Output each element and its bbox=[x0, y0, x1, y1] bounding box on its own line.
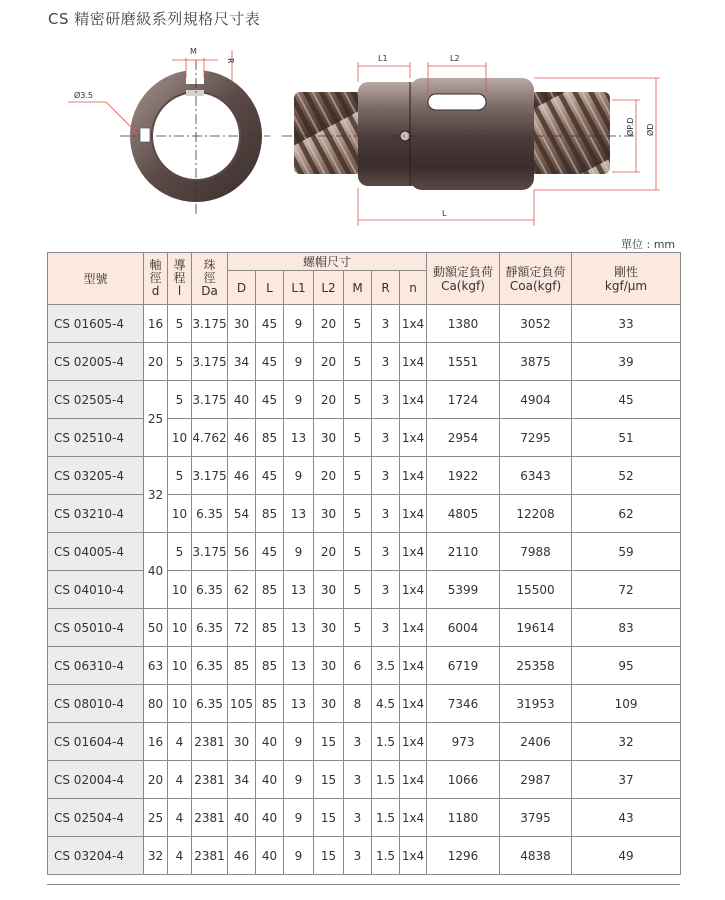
cell-L2: 20 bbox=[314, 381, 344, 419]
cell-R: 4.5 bbox=[372, 685, 400, 723]
cell-lead: 5 bbox=[168, 381, 192, 419]
cell-dynamic-load: 6719 bbox=[427, 647, 500, 685]
table-row bbox=[48, 837, 681, 875]
cell-M: 3 bbox=[344, 761, 372, 799]
cell-n: 1x4 bbox=[400, 419, 427, 457]
label-r: R bbox=[226, 58, 235, 64]
cell-static-load: 19614 bbox=[500, 609, 572, 647]
cell-D: 85 bbox=[228, 647, 256, 685]
cell-L2: 15 bbox=[314, 723, 344, 761]
cell-L1: 9 bbox=[284, 457, 314, 495]
cell-D: 34 bbox=[228, 761, 256, 799]
cell-L1: 13 bbox=[284, 609, 314, 647]
cell-lead: 5 bbox=[168, 343, 192, 381]
cell-static-load: 2987 bbox=[500, 761, 572, 799]
cell-n: 1x4 bbox=[400, 571, 427, 609]
unit-label: 單位 : mm bbox=[621, 238, 676, 251]
cell-ball-dia: 2381 bbox=[192, 799, 228, 837]
cell-model: CS 03210-4 bbox=[48, 495, 144, 533]
table-row bbox=[48, 457, 681, 495]
cell-M: 8 bbox=[344, 685, 372, 723]
cell-L1: 9 bbox=[284, 533, 314, 571]
cell-D: 46 bbox=[228, 837, 256, 875]
cell-D: 46 bbox=[228, 419, 256, 457]
cell-L: 40 bbox=[256, 837, 284, 875]
cell-L1: 13 bbox=[284, 571, 314, 609]
cell-ball-dia: 6.35 bbox=[192, 495, 228, 533]
cell-ball-dia: 2381 bbox=[192, 837, 228, 875]
cell-n: 1x4 bbox=[400, 723, 427, 761]
cell-L1: 13 bbox=[284, 685, 314, 723]
cell-D: 30 bbox=[228, 305, 256, 343]
cell-static-load: 2406 bbox=[500, 723, 572, 761]
cell-L: 45 bbox=[256, 533, 284, 571]
cell-L2: 15 bbox=[314, 799, 344, 837]
cell-static-load: 12208 bbox=[500, 495, 572, 533]
cell-L2: 20 bbox=[314, 305, 344, 343]
header-lead: 導 程 l bbox=[168, 253, 192, 305]
cell-lead: 5 bbox=[168, 533, 192, 571]
table-row bbox=[48, 761, 681, 799]
cell-L: 45 bbox=[256, 381, 284, 419]
cell-L2: 15 bbox=[314, 761, 344, 799]
cell-ball-dia: 3.175 bbox=[192, 457, 228, 495]
cell-D: 46 bbox=[228, 457, 256, 495]
cell-ball-dia: 6.35 bbox=[192, 609, 228, 647]
cell-M: 5 bbox=[344, 457, 372, 495]
cell-shaft-dia: 80 bbox=[144, 685, 168, 723]
cell-L1: 9 bbox=[284, 837, 314, 875]
cell-R: 1.5 bbox=[372, 837, 400, 875]
cell-M: 5 bbox=[344, 381, 372, 419]
cell-lead: 4 bbox=[168, 799, 192, 837]
cell-L2: 20 bbox=[314, 343, 344, 381]
cell-model: CS 02510-4 bbox=[48, 419, 144, 457]
cell-n: 1x4 bbox=[400, 609, 427, 647]
cell-static-load: 3875 bbox=[500, 343, 572, 381]
cell-D: 40 bbox=[228, 799, 256, 837]
page-title: CS 精密研磨級系列規格尺寸表 bbox=[48, 10, 261, 28]
cell-stiffness: 59 bbox=[572, 533, 681, 571]
cell-R: 3 bbox=[372, 609, 400, 647]
table-row bbox=[48, 723, 681, 761]
cell-shaft-dia: 40 bbox=[144, 533, 168, 609]
cell-R: 3 bbox=[372, 457, 400, 495]
header-ball-dia: 珠 徑 Da bbox=[192, 253, 228, 305]
table-row bbox=[48, 685, 681, 723]
cell-stiffness: 62 bbox=[572, 495, 681, 533]
cell-L1: 13 bbox=[284, 647, 314, 685]
cell-static-load: 4838 bbox=[500, 837, 572, 875]
cell-M: 3 bbox=[344, 837, 372, 875]
cell-n: 1x4 bbox=[400, 343, 427, 381]
cell-shaft-dia: 25 bbox=[144, 381, 168, 457]
cell-L1: 13 bbox=[284, 419, 314, 457]
cell-stiffness: 72 bbox=[572, 571, 681, 609]
cell-L2: 30 bbox=[314, 419, 344, 457]
cell-L: 85 bbox=[256, 647, 284, 685]
table-row bbox=[48, 381, 681, 419]
table-row bbox=[48, 305, 681, 343]
cell-L1: 9 bbox=[284, 761, 314, 799]
cell-L: 85 bbox=[256, 495, 284, 533]
ball-screw-nut-diagram bbox=[0, 30, 725, 235]
header-col-R: R bbox=[372, 271, 400, 305]
cell-R: 3 bbox=[372, 305, 400, 343]
cell-lead: 5 bbox=[168, 457, 192, 495]
header-col-n: n bbox=[400, 271, 427, 305]
cell-R: 3 bbox=[372, 381, 400, 419]
cell-n: 1x4 bbox=[400, 761, 427, 799]
cell-dynamic-load: 1066 bbox=[427, 761, 500, 799]
label-od: ØD bbox=[646, 123, 655, 136]
cell-model: CS 03205-4 bbox=[48, 457, 144, 495]
cell-model: CS 01605-4 bbox=[48, 305, 144, 343]
header-col-D: D bbox=[228, 271, 256, 305]
cell-dynamic-load: 5399 bbox=[427, 571, 500, 609]
cell-dynamic-load: 1296 bbox=[427, 837, 500, 875]
cell-R: 3 bbox=[372, 533, 400, 571]
header-col-L1: L1 bbox=[284, 271, 314, 305]
cell-model: CS 01604-4 bbox=[48, 723, 144, 761]
cell-L: 85 bbox=[256, 609, 284, 647]
cell-stiffness: 52 bbox=[572, 457, 681, 495]
cell-L2: 20 bbox=[314, 533, 344, 571]
cell-L1: 9 bbox=[284, 381, 314, 419]
cell-L1: 13 bbox=[284, 495, 314, 533]
cell-D: 34 bbox=[228, 343, 256, 381]
cell-dynamic-load: 973 bbox=[427, 723, 500, 761]
table-row bbox=[48, 419, 681, 457]
cell-dynamic-load: 1180 bbox=[427, 799, 500, 837]
table-row bbox=[48, 609, 681, 647]
cell-stiffness: 83 bbox=[572, 609, 681, 647]
cell-M: 3 bbox=[344, 723, 372, 761]
label-l: L bbox=[442, 209, 447, 218]
cell-lead: 4 bbox=[168, 837, 192, 875]
cell-shaft-dia: 32 bbox=[144, 457, 168, 533]
cell-dynamic-load: 1551 bbox=[427, 343, 500, 381]
cell-model: CS 03204-4 bbox=[48, 837, 144, 875]
cell-L: 40 bbox=[256, 799, 284, 837]
cell-ball-dia: 2381 bbox=[192, 723, 228, 761]
cell-n: 1x4 bbox=[400, 647, 427, 685]
cell-M: 5 bbox=[344, 533, 372, 571]
cell-static-load: 31953 bbox=[500, 685, 572, 723]
cell-L1: 9 bbox=[284, 305, 314, 343]
cell-dynamic-load: 6004 bbox=[427, 609, 500, 647]
cell-lead: 10 bbox=[168, 571, 192, 609]
cell-L: 45 bbox=[256, 457, 284, 495]
cell-stiffness: 51 bbox=[572, 419, 681, 457]
label-m: M bbox=[190, 47, 197, 56]
cell-model: CS 04010-4 bbox=[48, 571, 144, 609]
cell-static-load: 7295 bbox=[500, 419, 572, 457]
cell-ball-dia: 2381 bbox=[192, 761, 228, 799]
cell-D: 54 bbox=[228, 495, 256, 533]
cell-model: CS 02505-4 bbox=[48, 381, 144, 419]
cell-M: 5 bbox=[344, 343, 372, 381]
cell-dynamic-load: 1724 bbox=[427, 381, 500, 419]
header-nut-dims: 螺帽尺寸 bbox=[228, 253, 427, 271]
cell-L1: 9 bbox=[284, 799, 314, 837]
cell-static-load: 15500 bbox=[500, 571, 572, 609]
cell-stiffness: 49 bbox=[572, 837, 681, 875]
header-shaft-dia: 軸 徑 d bbox=[144, 253, 168, 305]
cell-lead: 4 bbox=[168, 761, 192, 799]
cell-ball-dia: 6.35 bbox=[192, 571, 228, 609]
cell-n: 1x4 bbox=[400, 837, 427, 875]
cell-D: 72 bbox=[228, 609, 256, 647]
table-row bbox=[48, 799, 681, 837]
cell-ball-dia: 3.175 bbox=[192, 381, 228, 419]
cell-lead: 10 bbox=[168, 609, 192, 647]
cell-shaft-dia: 25 bbox=[144, 799, 168, 837]
cell-stiffness: 37 bbox=[572, 761, 681, 799]
label-pd: ØP.D bbox=[626, 117, 635, 136]
cell-ball-dia: 6.35 bbox=[192, 685, 228, 723]
cell-D: 40 bbox=[228, 381, 256, 419]
cell-model: CS 02005-4 bbox=[48, 343, 144, 381]
cell-stiffness: 33 bbox=[572, 305, 681, 343]
cell-static-load: 3795 bbox=[500, 799, 572, 837]
cell-D: 30 bbox=[228, 723, 256, 761]
cell-R: 1.5 bbox=[372, 723, 400, 761]
cell-n: 1x4 bbox=[400, 457, 427, 495]
cell-L2: 30 bbox=[314, 647, 344, 685]
cell-lead: 10 bbox=[168, 419, 192, 457]
cell-lead: 4 bbox=[168, 723, 192, 761]
header-col-L: L bbox=[256, 271, 284, 305]
header-static-load: 靜額定負荷 Coa(kgf) bbox=[500, 253, 572, 305]
cell-L2: 30 bbox=[314, 495, 344, 533]
cell-L1: 9 bbox=[284, 723, 314, 761]
cell-L2: 30 bbox=[314, 685, 344, 723]
cell-L: 85 bbox=[256, 419, 284, 457]
cell-shaft-dia: 16 bbox=[144, 723, 168, 761]
cell-M: 3 bbox=[344, 799, 372, 837]
cell-lead: 10 bbox=[168, 647, 192, 685]
header-stiffness: 剛性 kgf/μm bbox=[572, 253, 681, 305]
cell-ball-dia: 6.35 bbox=[192, 647, 228, 685]
cell-R: 3 bbox=[372, 419, 400, 457]
cell-shaft-dia: 32 bbox=[144, 837, 168, 875]
table-row bbox=[48, 343, 681, 381]
cell-shaft-dia: 50 bbox=[144, 609, 168, 647]
cell-n: 1x4 bbox=[400, 305, 427, 343]
cell-L: 40 bbox=[256, 723, 284, 761]
cell-dynamic-load: 1380 bbox=[427, 305, 500, 343]
cell-L: 45 bbox=[256, 343, 284, 381]
side-view bbox=[282, 54, 660, 226]
cell-model: CS 04005-4 bbox=[48, 533, 144, 571]
cell-lead: 10 bbox=[168, 495, 192, 533]
cell-L: 45 bbox=[256, 305, 284, 343]
cell-M: 5 bbox=[344, 571, 372, 609]
table-row bbox=[48, 571, 681, 609]
cell-M: 5 bbox=[344, 495, 372, 533]
cell-model: CS 05010-4 bbox=[48, 609, 144, 647]
cell-lead: 10 bbox=[168, 685, 192, 723]
header-col-M: M bbox=[344, 271, 372, 305]
cell-dynamic-load: 7346 bbox=[427, 685, 500, 723]
cell-stiffness: 109 bbox=[572, 685, 681, 723]
cell-model: CS 02504-4 bbox=[48, 799, 144, 837]
cell-R: 1.5 bbox=[372, 799, 400, 837]
cell-shaft-dia: 16 bbox=[144, 305, 168, 343]
cell-M: 5 bbox=[344, 609, 372, 647]
cell-static-load: 25358 bbox=[500, 647, 572, 685]
cell-n: 1x4 bbox=[400, 533, 427, 571]
cell-dynamic-load: 4805 bbox=[427, 495, 500, 533]
bottom-rule bbox=[47, 884, 680, 885]
cell-static-load: 4904 bbox=[500, 381, 572, 419]
spec-table-body bbox=[48, 305, 681, 875]
table-row bbox=[48, 495, 681, 533]
cell-model: CS 02004-4 bbox=[48, 761, 144, 799]
cell-n: 1x4 bbox=[400, 685, 427, 723]
table-row bbox=[48, 533, 681, 571]
cell-stiffness: 95 bbox=[572, 647, 681, 685]
cell-R: 3 bbox=[372, 495, 400, 533]
cell-n: 1x4 bbox=[400, 381, 427, 419]
cell-stiffness: 39 bbox=[572, 343, 681, 381]
cell-dynamic-load: 1922 bbox=[427, 457, 500, 495]
cell-shaft-dia: 20 bbox=[144, 761, 168, 799]
cell-M: 5 bbox=[344, 305, 372, 343]
cell-L2: 20 bbox=[314, 457, 344, 495]
cell-L2: 15 bbox=[314, 837, 344, 875]
cell-R: 3.5 bbox=[372, 647, 400, 685]
cell-dynamic-load: 2954 bbox=[427, 419, 500, 457]
cell-stiffness: 43 bbox=[572, 799, 681, 837]
cell-ball-dia: 3.175 bbox=[192, 343, 228, 381]
cell-lead: 5 bbox=[168, 305, 192, 343]
label-hole-dia: Ø3.5 bbox=[74, 91, 94, 100]
label-l2: L2 bbox=[450, 54, 460, 63]
header-model: 型號 bbox=[48, 253, 144, 305]
spec-table bbox=[47, 252, 681, 875]
cell-n: 1x4 bbox=[400, 799, 427, 837]
cell-L: 85 bbox=[256, 571, 284, 609]
cell-D: 62 bbox=[228, 571, 256, 609]
cell-L: 85 bbox=[256, 685, 284, 723]
cell-L: 40 bbox=[256, 761, 284, 799]
cell-shaft-dia: 63 bbox=[144, 647, 168, 685]
cell-shaft-dia: 20 bbox=[144, 343, 168, 381]
cell-static-load: 3052 bbox=[500, 305, 572, 343]
cell-static-load: 6343 bbox=[500, 457, 572, 495]
cell-R: 3 bbox=[372, 571, 400, 609]
cell-model: CS 08010-4 bbox=[48, 685, 144, 723]
end-view bbox=[68, 47, 270, 215]
cell-R: 3 bbox=[372, 343, 400, 381]
cell-dynamic-load: 2110 bbox=[427, 533, 500, 571]
cell-M: 6 bbox=[344, 647, 372, 685]
cell-ball-dia: 4.762 bbox=[192, 419, 228, 457]
cell-D: 105 bbox=[228, 685, 256, 723]
table-row bbox=[48, 647, 681, 685]
label-l1: L1 bbox=[378, 54, 388, 63]
cell-ball-dia: 3.175 bbox=[192, 533, 228, 571]
cell-stiffness: 45 bbox=[572, 381, 681, 419]
header-dynamic-load: 動額定負荷 Ca(kgf) bbox=[427, 253, 500, 305]
cell-n: 1x4 bbox=[400, 495, 427, 533]
cell-L2: 30 bbox=[314, 609, 344, 647]
cell-static-load: 7988 bbox=[500, 533, 572, 571]
header-col-L2: L2 bbox=[314, 271, 344, 305]
cell-D: 56 bbox=[228, 533, 256, 571]
cell-R: 1.5 bbox=[372, 761, 400, 799]
cell-M: 5 bbox=[344, 419, 372, 457]
cell-L2: 30 bbox=[314, 571, 344, 609]
cell-model: CS 06310-4 bbox=[48, 647, 144, 685]
cell-stiffness: 32 bbox=[572, 723, 681, 761]
cell-L1: 9 bbox=[284, 343, 314, 381]
cell-ball-dia: 3.175 bbox=[192, 305, 228, 343]
